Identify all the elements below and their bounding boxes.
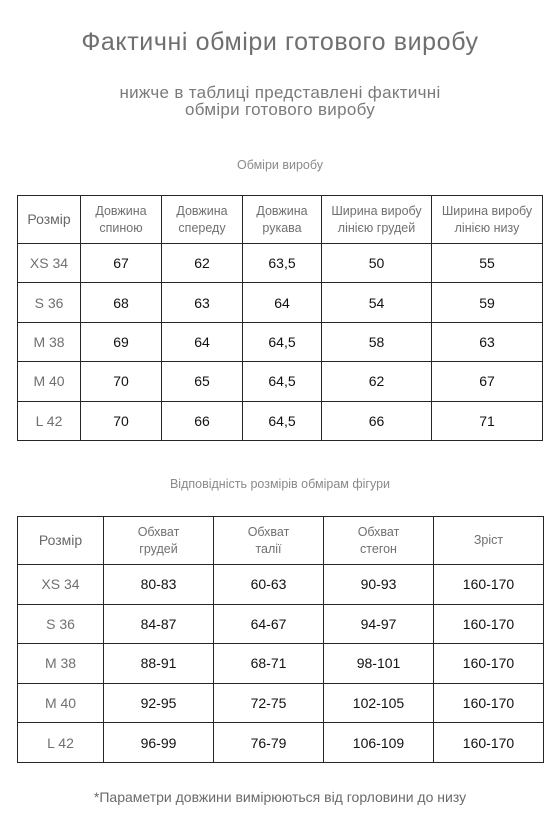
table-row (18, 283, 543, 322)
size-cell: S 36 (18, 604, 104, 644)
table-cell: 160-170 (434, 604, 544, 644)
table-header-row (18, 196, 543, 244)
table-cell: 160-170 (434, 644, 544, 684)
size-cell: M 40 (18, 362, 81, 401)
table-cell: 62 (322, 362, 432, 401)
table-cell: 67 (81, 244, 162, 283)
table-cell: 70 (81, 362, 162, 401)
table-cell: 54 (322, 283, 432, 322)
table-cell: 69 (81, 322, 162, 361)
table-row (18, 362, 543, 401)
garment-measurements-table (17, 195, 543, 441)
header-chest-girth: Обхват грудей (104, 517, 214, 565)
table-cell: 70 (81, 401, 162, 440)
table-row (18, 565, 544, 605)
size-cell: L 42 (18, 723, 104, 763)
footnote: *Параметри довжини вимірюються від горловини до низу (93, 789, 467, 805)
table-cell: 64 (162, 322, 243, 361)
table-cell: 84-87 (104, 604, 214, 644)
table-cell: 66 (162, 401, 243, 440)
header-size: Розмір (18, 196, 81, 244)
table-cell: 68 (81, 283, 162, 322)
garment-table-caption: Обміри виробу (236, 158, 324, 172)
table-cell: 62 (162, 244, 243, 283)
page-title: Фактичні обміри готового виробу (81, 28, 479, 56)
size-cell: M 38 (18, 322, 81, 361)
size-cell: M 40 (18, 683, 104, 723)
subtitle-line-2: обміри готового виробу (184, 100, 376, 119)
table-cell: 68-71 (214, 644, 324, 684)
table-row (18, 244, 543, 283)
table-cell: 67 (432, 362, 543, 401)
table-header-row (18, 517, 544, 565)
table-row (18, 644, 544, 684)
table-cell: 64-67 (214, 604, 324, 644)
table-cell: 59 (432, 283, 543, 322)
header-height: Зріст (434, 517, 544, 565)
table-cell: 160-170 (434, 565, 544, 605)
table-cell: 72-75 (214, 683, 324, 723)
body-measurements-table (17, 516, 544, 763)
size-cell: S 36 (18, 283, 81, 322)
table-cell: 90-93 (324, 565, 434, 605)
table-cell: 63,5 (243, 244, 322, 283)
table-cell: 65 (162, 362, 243, 401)
table-cell: 96-99 (104, 723, 214, 763)
table-cell: 92-95 (104, 683, 214, 723)
table-cell: 64,5 (243, 362, 322, 401)
table-row (18, 322, 543, 361)
table-cell: 94-97 (324, 604, 434, 644)
table-cell: 71 (432, 401, 543, 440)
header-sleeve-length: Довжина рукава (243, 196, 322, 244)
table-cell: 64 (243, 283, 322, 322)
subtitle-line-1: нижче в таблиці представлені фактичні (119, 83, 441, 102)
table-cell: 106-109 (324, 723, 434, 763)
table-cell: 102-105 (324, 683, 434, 723)
table-row (18, 723, 544, 763)
table-cell: 60-63 (214, 565, 324, 605)
header-size: Розмір (18, 517, 104, 565)
table-cell: 80-83 (104, 565, 214, 605)
table-cell: 64,5 (243, 401, 322, 440)
header-hem-width: Ширина виробу лінією низу (432, 196, 543, 244)
table-cell: 64,5 (243, 322, 322, 361)
table-cell: 55 (432, 244, 543, 283)
size-cell: M 38 (18, 644, 104, 684)
header-hip-girth: Обхват стегон (324, 517, 434, 565)
table-cell: 88-91 (104, 644, 214, 684)
size-cell: L 42 (18, 401, 81, 440)
table-cell: 50 (322, 244, 432, 283)
table-cell: 66 (322, 401, 432, 440)
table-cell: 63 (432, 322, 543, 361)
body-table-caption: Відповідність розмірів обмірам фігури (169, 477, 391, 491)
header-chest-width: Ширина виробу лінією грудей (322, 196, 432, 244)
table-row (18, 683, 544, 723)
table-cell: 98-101 (324, 644, 434, 684)
page-subtitle (0, 84, 560, 118)
table-cell: 160-170 (434, 683, 544, 723)
table-row (18, 401, 543, 440)
table-cell: 76-79 (214, 723, 324, 763)
table-cell: 160-170 (434, 723, 544, 763)
header-waist-girth: Обхват талії (214, 517, 324, 565)
header-back-length: Довжина спиною (81, 196, 162, 244)
table-cell: 63 (162, 283, 243, 322)
table-cell: 58 (322, 322, 432, 361)
table-row (18, 604, 544, 644)
size-cell: XS 34 (18, 565, 104, 605)
size-cell: XS 34 (18, 244, 81, 283)
header-front-length: Довжина спереду (162, 196, 243, 244)
